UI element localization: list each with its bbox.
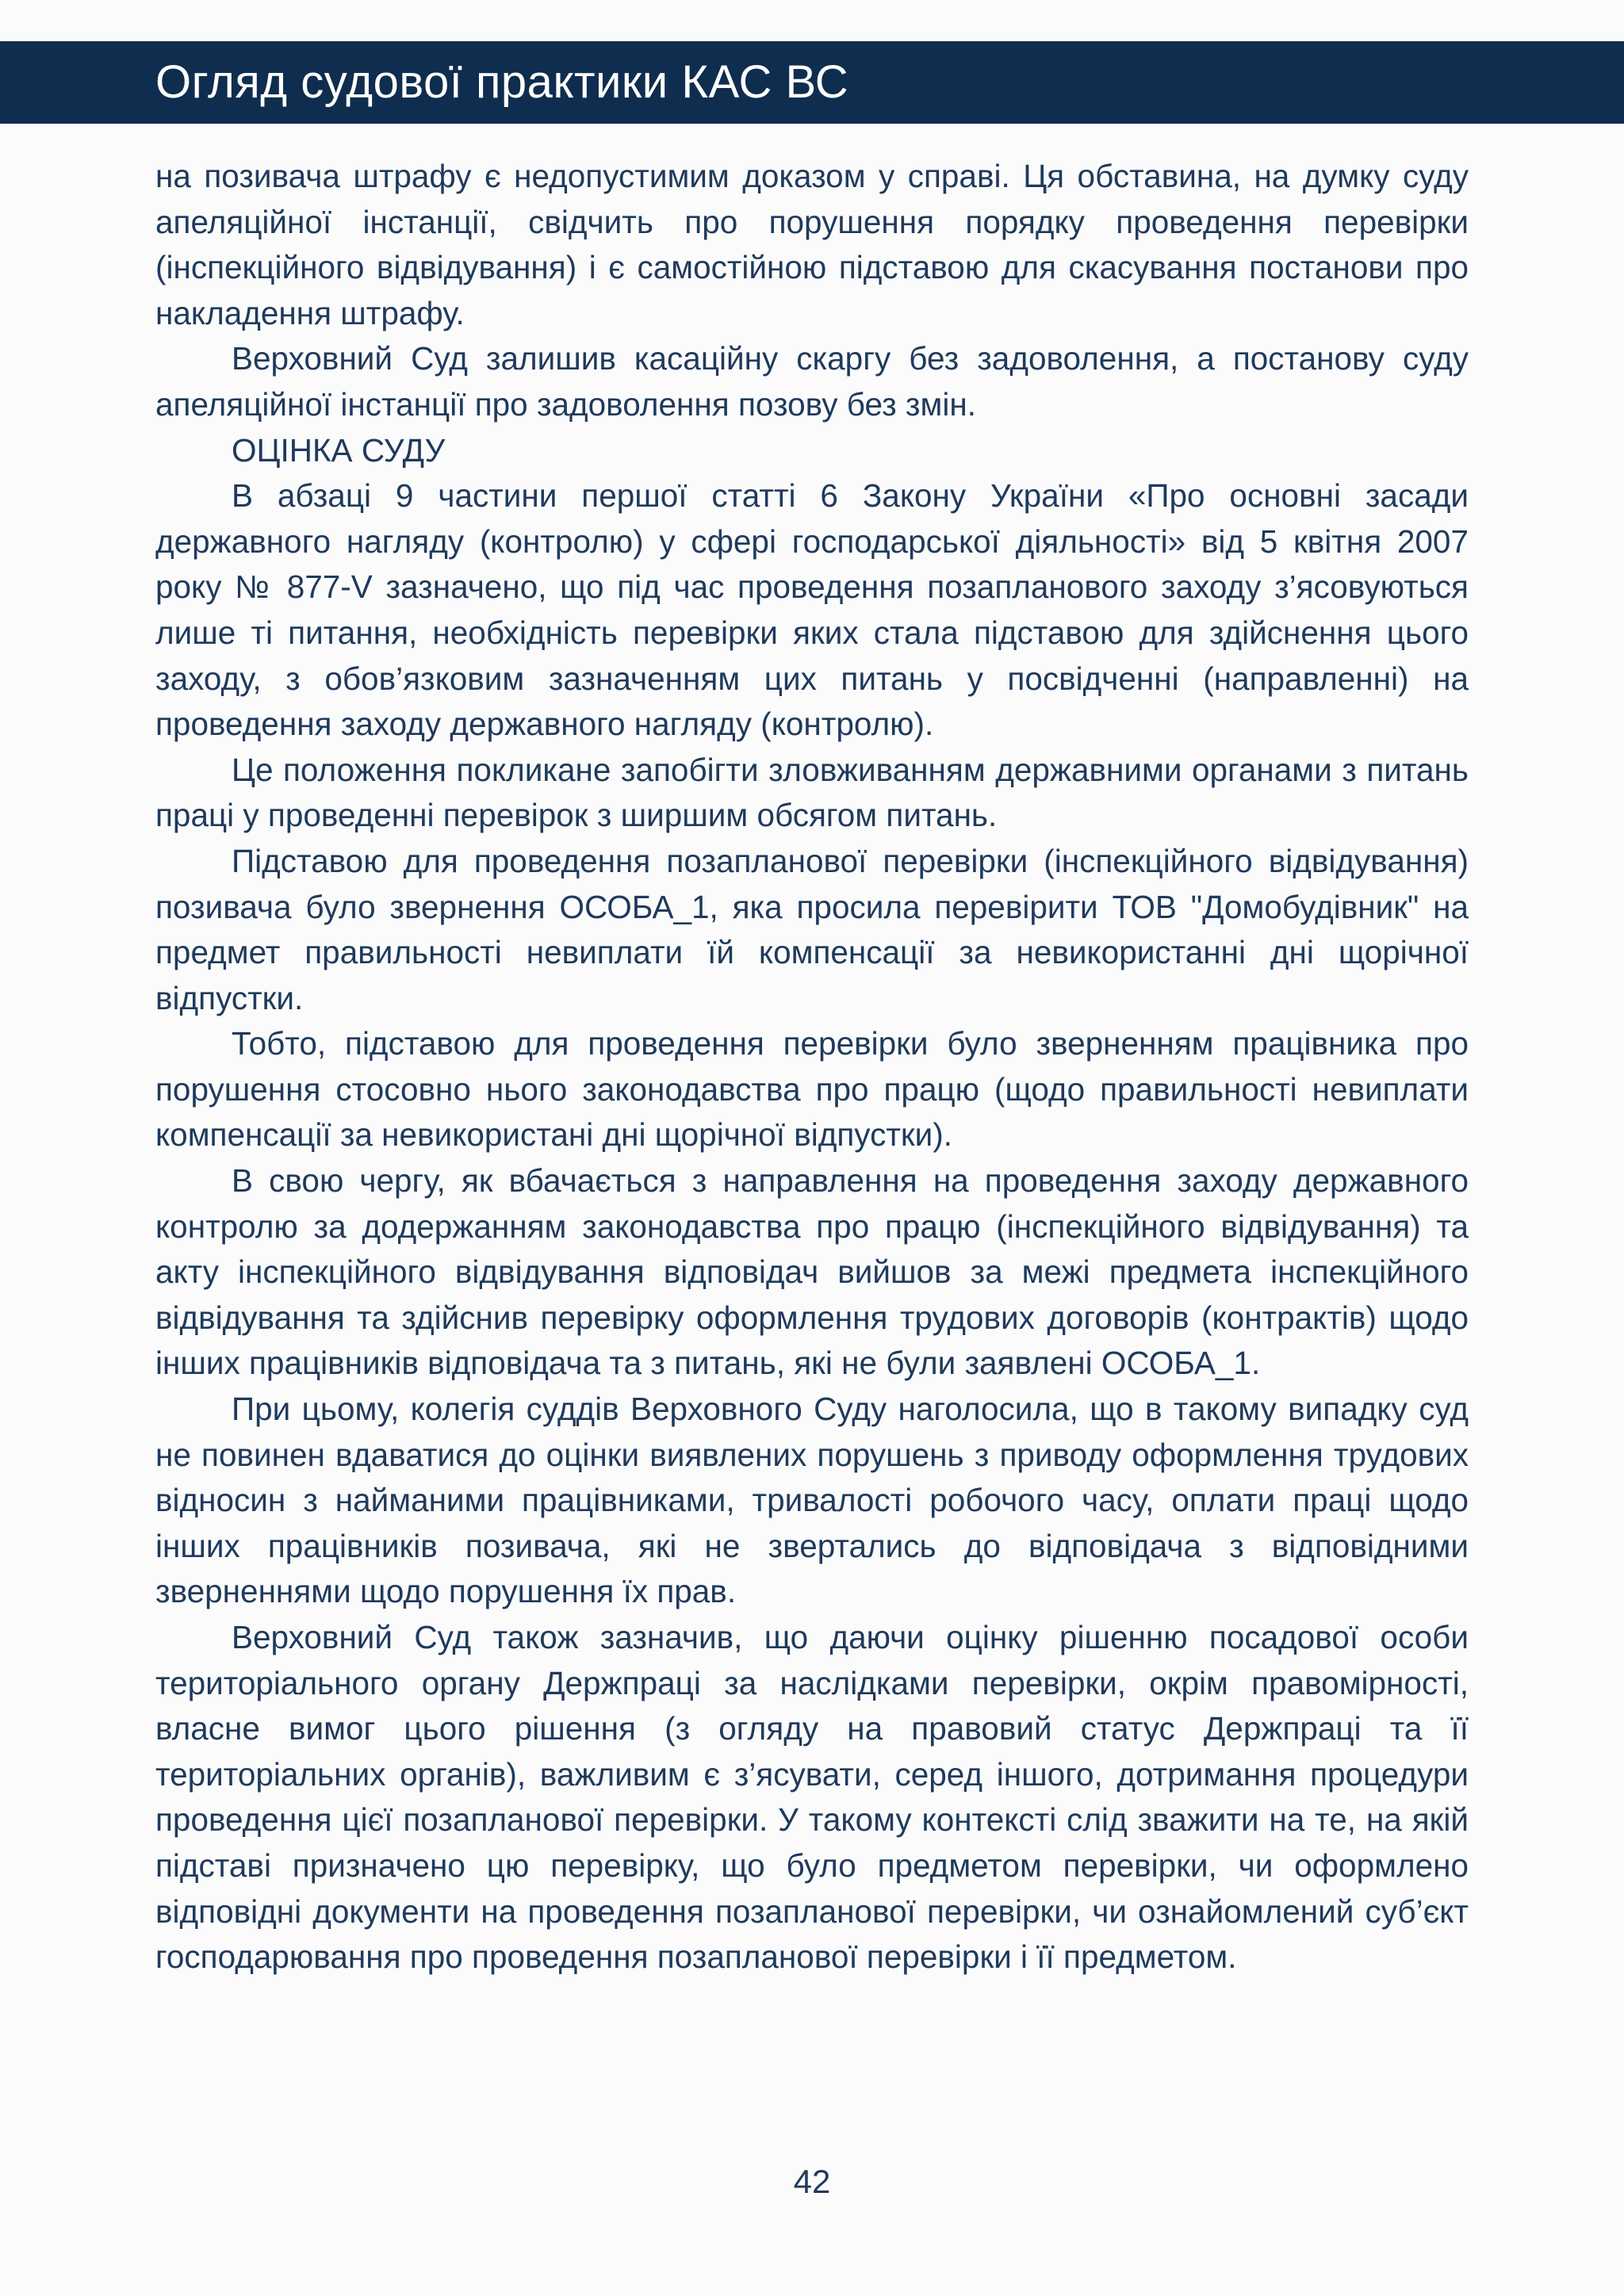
paragraph: Верховний Суд також зазначив, що даючи оцінку рішенню посадової особи територіального органу Держпраці за наслідками перевірки, окрім правомірності, власне вимог цього рішення (з огляду на правовий статус Держпраці та її територіальних органів), важливим є з’ясувати, серед іншого, дотримання процедури проведення цієї позапланової перевірки. У такому контексті слід зважити на те, на якій підставі призначено цю перевірку, що було предметом перевірки, чи оформлено відповідні документи на проведення позапланової перевірки, чи ознайомлений суб’єкт господарювання про проведення позапланової перевірки і її предметом. (155, 1619, 1469, 1976)
paragraph: Це положення покликане запобігти зловживанням державними органами з питань праці у проведенні перевірок з ширшим обсягом питань. (155, 751, 1469, 834)
paragraph: При цьому, колегія суддів Верховного Суду наголосила, що в такому випадку суд не повинен вдаватися до оцінки виявлених порушень з приводу оформлення трудових відносин з найманими працівниками, тривалості робочого часу, оплати праці щодо інших працівників позивача, які не звертались до відповідача з відповідними зверненнями щодо порушення їх прав. (155, 1391, 1469, 1610)
document-body (155, 154, 1469, 1980)
section-heading: ОЦІНКА СУДУ (232, 431, 446, 469)
paragraph: В свою чергу, як вбачається з направлення на проведення заходу державного контролю за додержанням законодавства про працю (інспекційного відвідування) та акту інспекційного відвідування відповідач вийшов за межі предмета інспекційного відвідування та здійснив перевірку оформлення трудових договорів (контрактів) щодо інших працівників відповідача та з питань, які не були заявлені ОСОБА_1. (155, 1162, 1469, 1382)
paragraph: Тобто, підставою для проведення перевірки було зверненням працівника про порушення стосовно нього законодавства про працю (щодо правильності невиплати компенсації за невикористані дні щорічної відпустки). (155, 1025, 1469, 1154)
page-number: 42 (793, 2163, 831, 2200)
paragraph: Підставою для проведення позапланової перевірки (інспекційного відвідування) позивача було звернення ОСОБА_1, яка просила перевірити ТОВ "Домобудівник" на предмет правильності невиплати їй компенсації за невикористанні дні щорічної відпустки. (155, 842, 1469, 1016)
paragraph: В абзаці 9 частини першої статті 6 Закону України «Про основні засади державного нагляду (контролю) у сфері господарської діяльності» від 5 квітня 2007 року № 877-V зазначено, що під час проведення позапланового заходу з’ясовуються лише ті питання, необхідність перевірки яких стала підставою для здійснення цього заходу, з обов’язковим зазначенням цих питань у посвідченні (направленні) на проведення заходу державного нагляду (контролю). (155, 477, 1469, 743)
paragraph: Верховний Суд залишив касаційну скаргу без задоволення, а постанову суду апеляційної інстанції про задоволення позову без змін. (155, 340, 1469, 423)
paragraph: на позивача штрафу є недопустимим доказом у справі. Ця обставина, на думку суду апеляційної інстанції, свідчить про порушення порядку проведення перевірки (інспекційного відвідування) і є самостійною підставою для скасування постанови про накладення штрафу. (155, 158, 1469, 331)
page-header-title: Огляд судової практики КАС ВС (155, 56, 849, 108)
